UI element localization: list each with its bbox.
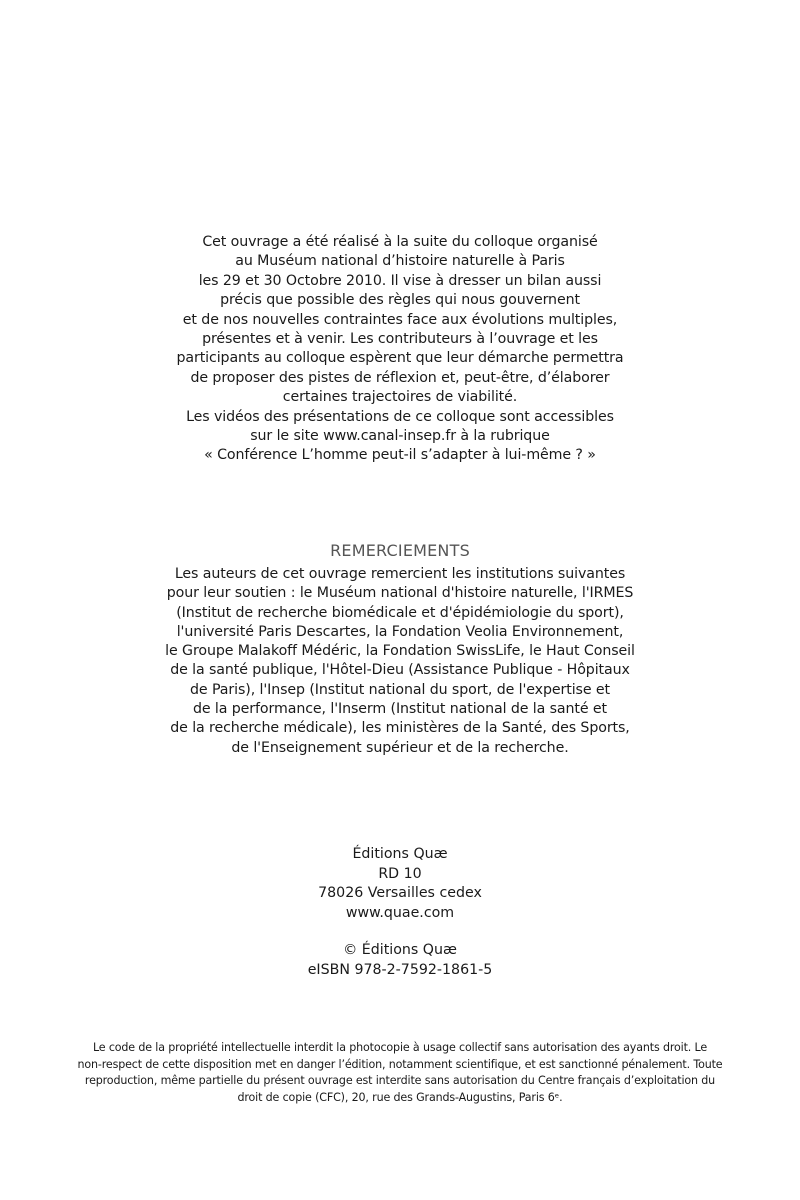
copyright-notice: © Éditions Quæ <box>343 942 457 958</box>
legal-notice <box>0 1040 800 1106</box>
acknowledgements-heading: REMERCIEMENTS <box>330 541 470 560</box>
colloquium-note-line: participants au colloque espèrent que leur démarche permettra <box>176 350 624 367</box>
colloquium-note-line: et de nos nouvelles contraintes face aux évolutions multiples, <box>182 311 618 328</box>
colloquium-note-line: au Muséum national d’histoire naturelle à Paris <box>235 253 565 270</box>
colloquium-note-line: « Conférence L’homme peut-il s’adapter à lui-même ? » <box>204 447 596 464</box>
legal-notice-line: droit de copie (CFC), 20, rue des Grands-Augustins, Paris 6ᵉ. <box>237 1090 563 1104</box>
publisher-name: Éditions Quæ <box>352 846 448 862</box>
isbn: eISBN 978-2-7592-1861-5 <box>307 961 493 978</box>
acknowledgements-line: l'université Paris Descartes, la Fondation Veolia Environnement, <box>176 623 624 640</box>
publisher-address <box>0 845 800 923</box>
legal-notice-line: Le code de la propriété intellectuelle interdit la photocopie à usage collectif sans autorisation des ayants droit. Le <box>92 1041 708 1054</box>
colloquium-note <box>0 233 800 466</box>
colloquium-note-line: les 29 et 30 Octobre 2010. Il vise à dresser un bilan aussi <box>198 272 602 289</box>
acknowledgements-line: de la santé publique, l'Hôtel-Dieu (Assistance Publique - Hôpitaux <box>170 662 630 679</box>
acknowledgements-line: le Groupe Malakoff Médéric, la Fondation SwissLife, le Haut Conseil <box>165 643 635 660</box>
publisher-city: 78026 Versailles cedex <box>318 885 482 901</box>
acknowledgements-text <box>0 565 800 758</box>
acknowledgements-line: pour leur soutien : le Muséum national d'histoire naturelle, l'IRMES <box>166 585 634 602</box>
colloquium-note-line: Les vidéos des présentations de ce colloque sont accessibles <box>186 408 614 425</box>
colloquium-note-line: sur le site www.canal-insep.fr à la rubrique <box>250 428 550 445</box>
acknowledgements-line: de Paris), l'Insep (Institut national du sport, de l'expertise et <box>190 681 610 698</box>
publisher-street: RD 10 <box>378 865 422 882</box>
copyright-block <box>0 941 800 980</box>
colloquium-note-line: précis que possible des règles qui nous gouvernent <box>220 292 580 309</box>
colloquium-note-line: présentes et à venir. Les contributeurs à l’ouvrage et les <box>202 331 598 348</box>
legal-notice-line: reproduction, même partielle du présent ouvrage est interdite sans autorisation du Centre français d’exploitation du <box>84 1074 716 1088</box>
acknowledgements-line: de la recherche médicale), les ministères de la Santé, des Sports, <box>170 720 630 737</box>
colloquium-note-line: Cet ouvrage a été réalisé à la suite du colloque organisé <box>202 234 598 250</box>
acknowledgements-line: de la performance, l'Inserm (Institut national de la santé et <box>192 701 608 718</box>
legal-notice-line: non-respect de cette disposition met en danger l’édition, notamment scientifique, et est sanctionné pénalement. Toute <box>77 1057 723 1071</box>
acknowledgements-line: (Institut de recherche biomédicale et d'épidémiologie du sport), <box>176 604 624 621</box>
acknowledgements-line: Les auteurs de cet ouvrage remercient les institutions suivantes <box>174 566 626 582</box>
publisher-website: www.quae.com <box>345 904 455 921</box>
colloquium-note-line: certaines trajectoires de viabilité. <box>282 389 518 406</box>
colloquium-note-line: de proposer des pistes de réflexion et, peut-être, d’élaborer <box>190 369 610 386</box>
acknowledgements-line: de l'Enseignement supérieur et de la recherche. <box>231 739 569 756</box>
